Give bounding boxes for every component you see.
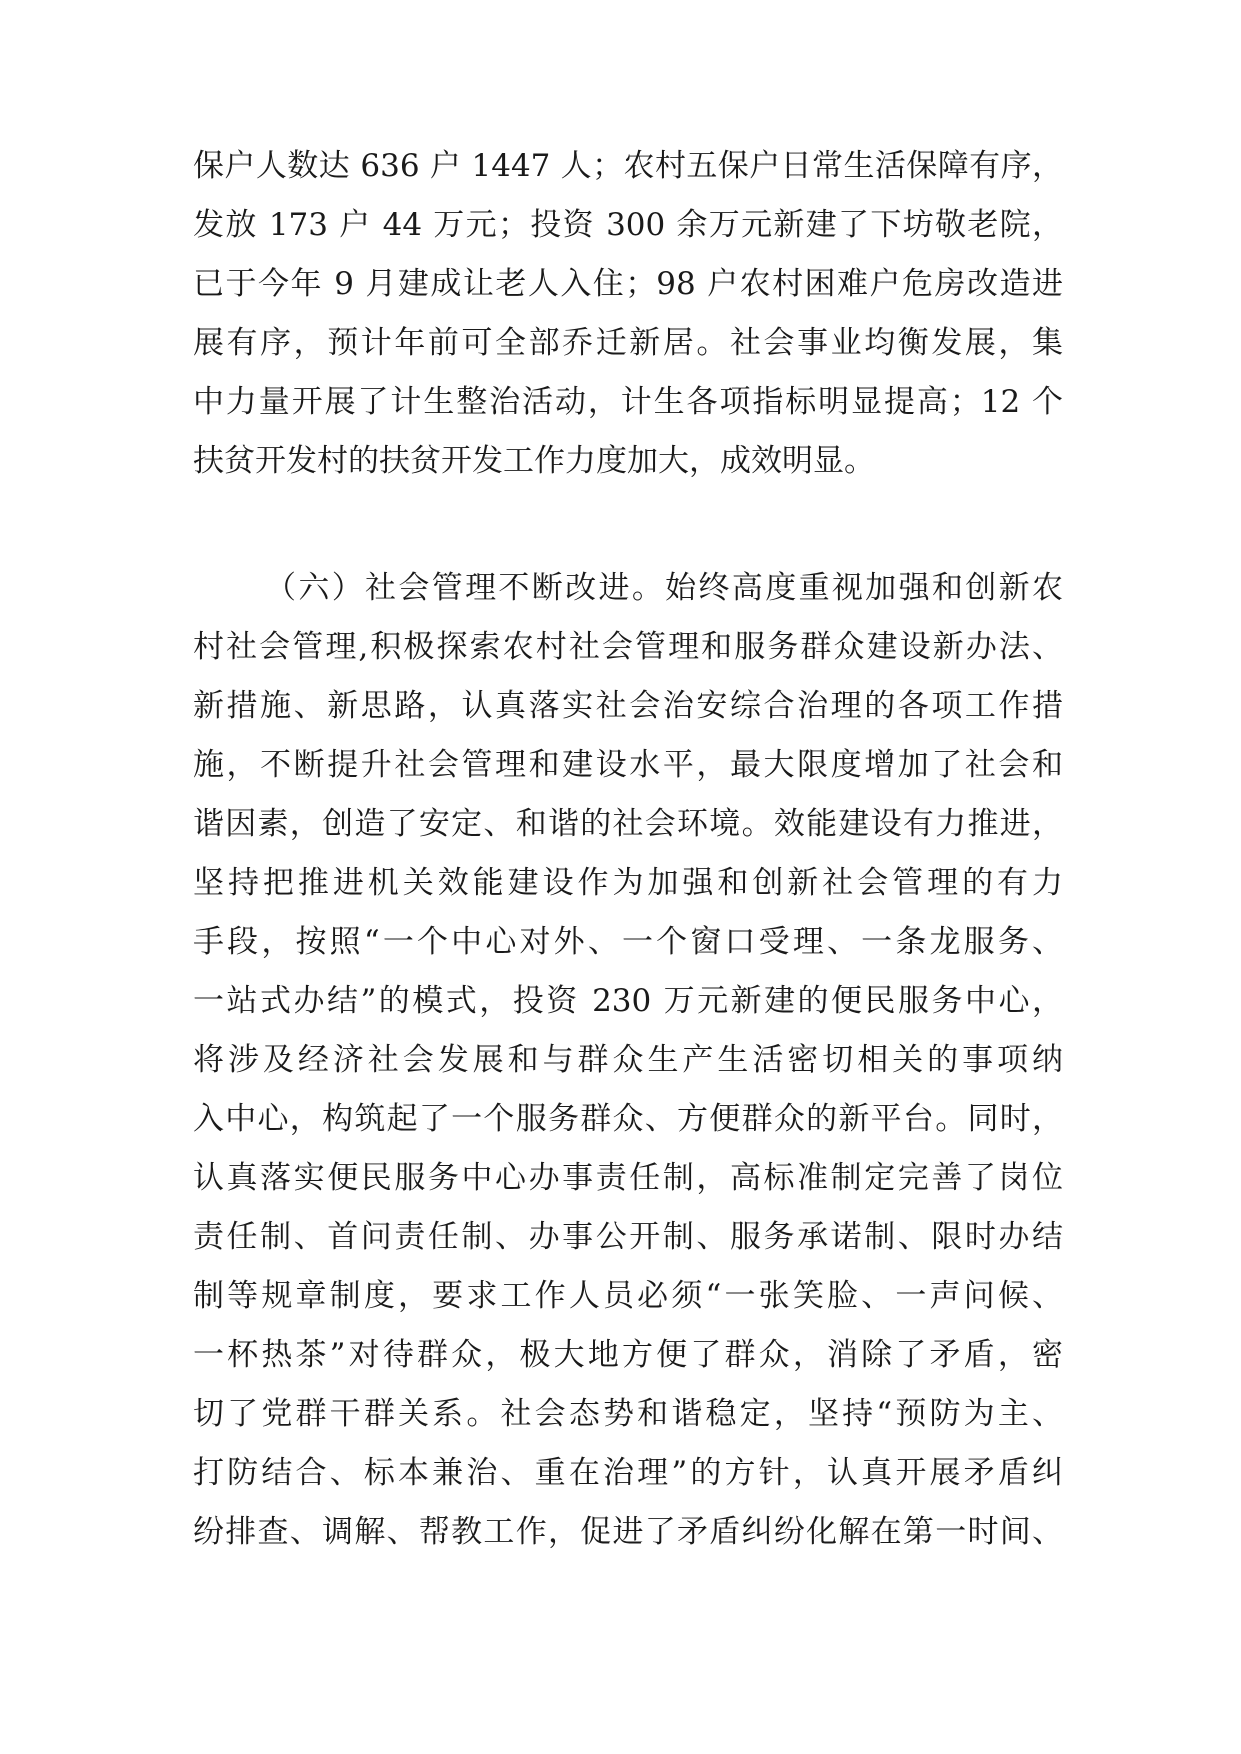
text-line: 纷排查、调解、帮教工作，促进了矛盾纠纷化解在第一时间、 — [193, 1514, 1063, 1550]
text-line: 入中心，构筑起了一个服务群众、方便群众的新平台。同时， — [193, 1101, 1063, 1137]
text-line: 已于今年 9 月建成让老人入住；98 户农村困难户危房改造进 — [193, 266, 1063, 302]
text-line: 制等规章制度，要求工作人员必须“一张笑脸、一声问候、 — [193, 1278, 1063, 1314]
paragraph-heading-line: （六）社会管理不断改进。始终高度重视加强和创新农 — [265, 570, 1063, 606]
text-line: 坚持把推进机关效能建设作为加强和创新社会管理的有力 — [193, 865, 1063, 901]
text-line: 认真落实便民服务中心办事责任制，高标准制定完善了岗位 — [193, 1160, 1063, 1196]
text-line: 发放 173 户 44 万元；投资 300 余万元新建了下坊敬老院， — [193, 207, 1063, 243]
text-line: 施，不断提升社会管理和建设水平，最大限度增加了社会和 — [193, 747, 1063, 783]
text-line: 展有序，预计年前可全部乔迁新居。社会事业均衡发展，集 — [193, 325, 1063, 361]
text-line: 一杯热茶”对待群众，极大地方便了群众，消除了矛盾，密 — [193, 1337, 1063, 1373]
text-line: 打防结合、标本兼治、重在治理”的方针，认真开展矛盾纠 — [193, 1455, 1063, 1491]
text-line: 切了党群干群关系。社会态势和谐稳定，坚持“预防为主、 — [193, 1396, 1063, 1432]
text-line: 新措施、新思路，认真落实社会治安综合治理的各项工作措 — [193, 688, 1063, 724]
text-line: 责任制、首问责任制、办事公开制、服务承诺制、限时办结 — [193, 1219, 1063, 1255]
text-line: 手段，按照“一个中心对外、一个窗口受理、一条龙服务、 — [193, 924, 1063, 960]
text-line: 村社会管理,积极探索农村社会管理和服务群众建设新办法、 — [193, 629, 1063, 665]
text-line: 中力量开展了计生整治活动，计生各项指标明显提高；12 个 — [193, 384, 1063, 420]
text-line: 一站式办结”的模式，投资 230 万元新建的便民服务中心， — [193, 983, 1063, 1019]
text-line: 扶贫开发村的扶贫开发工作力度加大，成效明显。 — [193, 443, 875, 479]
text-line: 保户人数达 636 户 1447 人；农村五保户日常生活保障有序， — [193, 148, 1063, 184]
text-line: 谐因素，创造了安定、和谐的社会环境。效能建设有力推进， — [193, 806, 1063, 842]
text-line: 将涉及经济社会发展和与群众生产生活密切相关的事项纳 — [193, 1042, 1063, 1078]
